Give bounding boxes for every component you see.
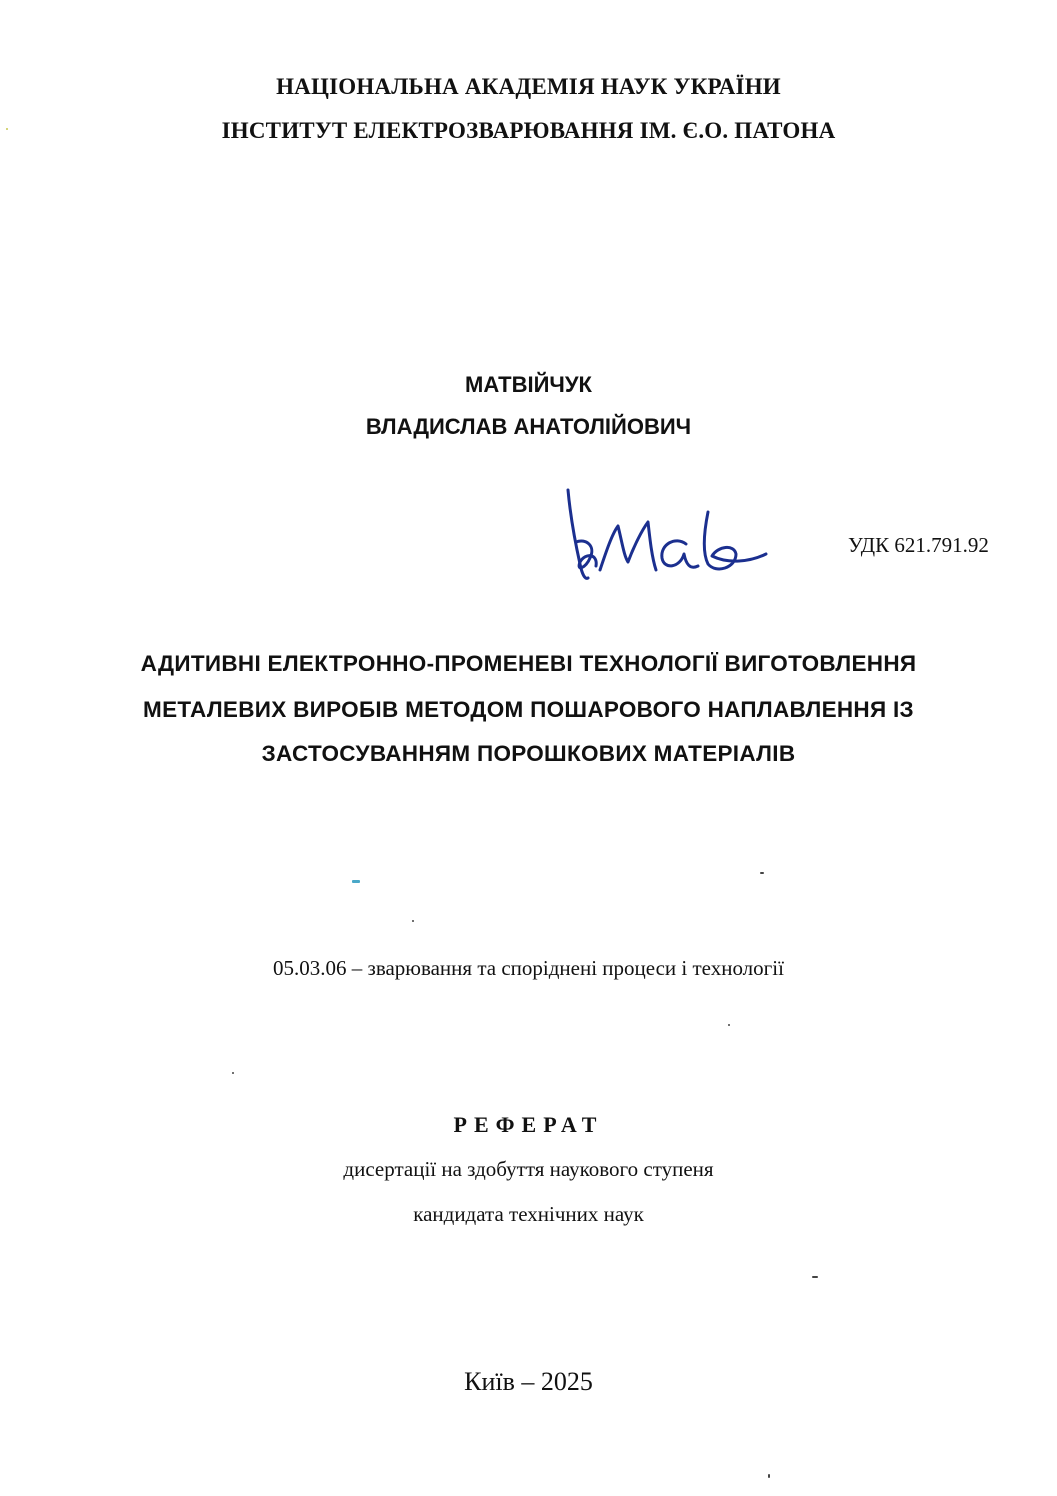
abstract-purpose-line-1: дисертації на здобуття наукового ступеня (343, 1157, 714, 1181)
scan-speck (728, 1024, 730, 1026)
city-year: Київ – 2025 (464, 1367, 593, 1396)
specialty-code: 05.03.06 – зварювання та споріднені процеси і технології (273, 956, 784, 980)
udk-code: УДК 621.791.92 (848, 533, 989, 557)
title-line-3: ЗАСТОСУВАННЯМ ПОРОШКОВИХ МАТЕРІАЛІВ (261, 741, 796, 766)
scan-speck (6, 128, 8, 130)
scan-speck (768, 1474, 770, 1478)
author-surname: МАТВІЙЧУК (465, 372, 592, 397)
scan-speck (352, 880, 360, 883)
scan-speck (812, 1276, 818, 1278)
scan-speck (760, 872, 764, 874)
abstract-heading: РЕФЕРАТ (453, 1112, 604, 1137)
title-line-2: МЕТАЛЕВИХ ВИРОБІВ МЕТОДОМ ПОШАРОВОГО НАПЛАВЛЕННЯ ІЗ (143, 697, 914, 722)
scan-speck (412, 920, 414, 922)
institute-name: ІНСТИТУТ ЕЛЕКТРОЗВАРЮВАННЯ ІМ. Є.О. ПАТОНА (221, 118, 836, 143)
title-line-1: АДИТИВНІ ЕЛЕКТРОННО-ПРОМЕНЕВІ ТЕХНОЛОГІЇ ВИГОТОВЛЕННЯ (140, 651, 917, 676)
scan-speck (232, 1072, 234, 1074)
abstract-purpose-line-2: кандидата технічних наук (413, 1202, 644, 1226)
academy-name: НАЦІОНАЛЬНА АКАДЕМІЯ НАУК УКРАЇНИ (276, 74, 781, 99)
handwritten-signature (552, 482, 782, 597)
author-given-names: ВЛАДИСЛАВ АНАТОЛІЙОВИЧ (365, 414, 692, 439)
